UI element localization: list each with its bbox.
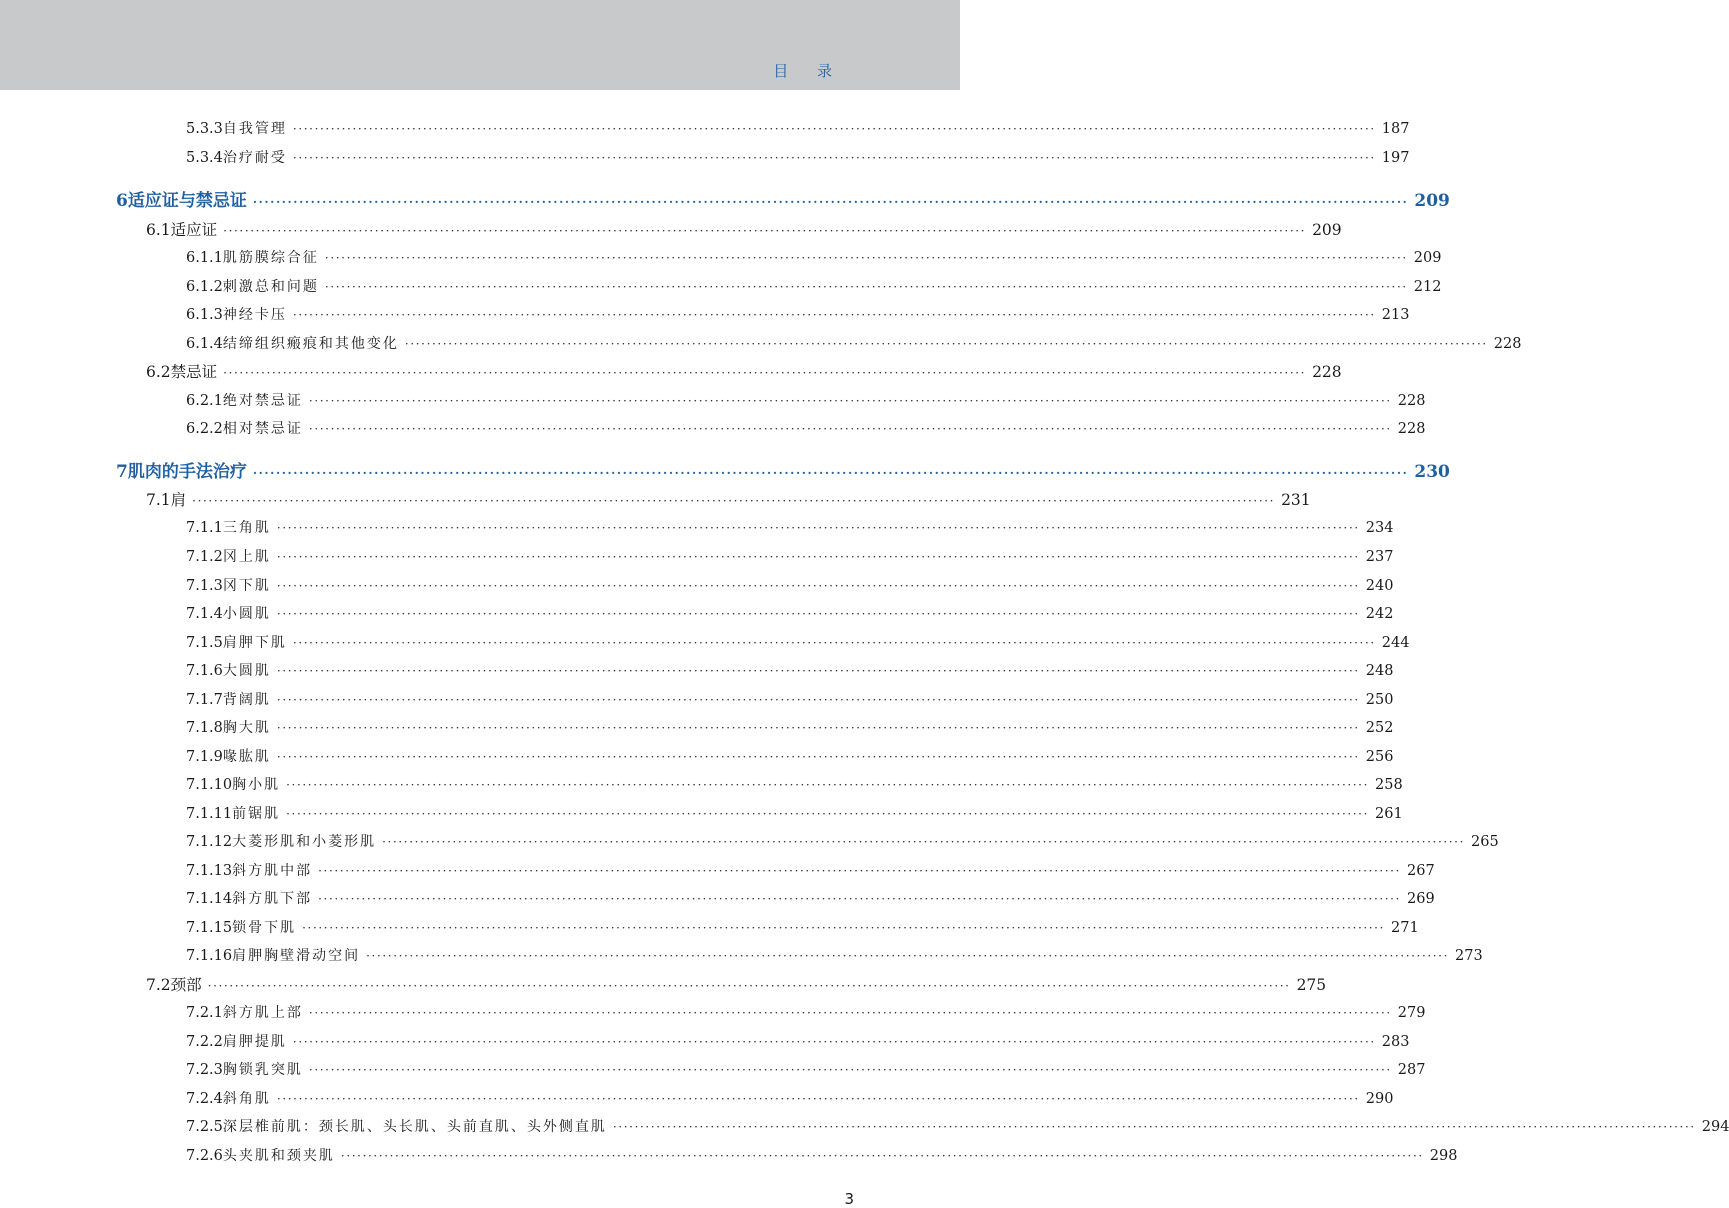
toc-entry-number: 7.1.14 xyxy=(186,891,233,907)
toc-entry-title: 神经卡压 xyxy=(222,307,287,323)
toc-entry[interactable] xyxy=(186,304,1410,326)
toc-entry-number: 7.1.5 xyxy=(186,635,223,651)
toc-entry-title: 斜方肌中部 xyxy=(232,863,313,879)
toc-entry-page: 261 xyxy=(1375,806,1403,822)
toc-entry-title: 前锯肌 xyxy=(232,806,281,822)
toc-entry[interactable] xyxy=(186,945,1483,967)
dot-leader: ········································································································································································································ xyxy=(612,1120,1696,1134)
dot-leader: ········································································································································································································ xyxy=(207,979,1291,993)
toc-entry[interactable] xyxy=(186,1088,1394,1110)
dot-leader: ········································································································································································································ xyxy=(308,394,1392,408)
dot-leader: ········································································································································································································ xyxy=(192,494,1276,508)
toc-entry[interactable] xyxy=(186,1145,1458,1167)
toc-entry-number: 6.2.1 xyxy=(186,393,223,409)
dot-leader: ········································································································································································································ xyxy=(286,778,1370,792)
toc-entry-title: 冈上肌 xyxy=(222,549,271,565)
toc-entry-page: 228 xyxy=(1397,393,1426,409)
toc-entry-number: 7.1.13 xyxy=(186,863,233,879)
toc-entry-number: 7.1.15 xyxy=(186,920,233,936)
toc-entry-page: 234 xyxy=(1365,520,1394,536)
toc-entry[interactable] xyxy=(146,361,1342,383)
toc-entry-number: 7.2.1 xyxy=(186,1005,223,1021)
dot-leader: ········································································································································································································ xyxy=(276,521,1360,535)
toc-entry[interactable] xyxy=(186,888,1435,910)
dot-leader: ········································································································································································································ xyxy=(292,151,1376,165)
dot-leader: ········································································································································································································ xyxy=(308,422,1392,436)
toc-entry-page: 294 xyxy=(1701,1119,1729,1135)
toc-entry[interactable] xyxy=(146,489,1311,511)
toc-entry-number: 7.1.12 xyxy=(186,834,233,850)
toc-entry-page: 250 xyxy=(1365,692,1394,708)
toc-entry-page: 228 xyxy=(1397,421,1426,437)
toc-entry-title: 相对禁忌证 xyxy=(222,421,303,437)
toc-entry[interactable] xyxy=(186,118,1410,140)
dot-leader: ········································································································································································································ xyxy=(404,337,1488,351)
toc-entry-page: 213 xyxy=(1381,307,1410,323)
toc-entry-page: 228 xyxy=(1312,363,1342,381)
dot-leader: ········································································································································································································ xyxy=(292,308,1376,322)
toc-entry-number: 7.2.5 xyxy=(186,1119,223,1135)
dot-leader: ········································································································································································································ xyxy=(276,607,1360,621)
toc-entry[interactable] xyxy=(116,190,1450,212)
toc-entry[interactable] xyxy=(116,461,1450,483)
toc-entry-page: 240 xyxy=(1365,578,1394,594)
toc-entry[interactable] xyxy=(186,774,1403,796)
toc-entry-page: 209 xyxy=(1413,250,1442,266)
dot-leader: ········································································································································································································ xyxy=(276,1092,1360,1106)
page-number: 3 xyxy=(844,1190,854,1208)
dot-leader: ········································································································································································································ xyxy=(276,750,1360,764)
toc-entry-number: 7.1.6 xyxy=(186,663,223,679)
toc-entry-title: 斜方肌下部 xyxy=(232,891,313,907)
toc-entry-page: 209 xyxy=(1414,191,1450,211)
toc-entry-page: 271 xyxy=(1391,920,1419,936)
toc-entry-number: 6.2.2 xyxy=(186,421,223,437)
toc-entry-number: 6.1.3 xyxy=(186,307,223,323)
toc-entry-title: 适应证与禁忌证 xyxy=(127,191,247,211)
toc-entry-number: 7.2.2 xyxy=(186,1034,223,1050)
toc-entry-number: 7.2.4 xyxy=(186,1091,223,1107)
toc-entry-title: 肩胛下肌 xyxy=(222,635,287,651)
toc-entry[interactable] xyxy=(186,418,1426,440)
toc-entry[interactable] xyxy=(186,247,1442,269)
toc-entry-page: 231 xyxy=(1281,491,1311,509)
dot-leader: ········································································································································································································ xyxy=(366,949,1450,963)
toc-entry-page: 242 xyxy=(1365,606,1394,622)
dot-leader: ········································································································································································································ xyxy=(292,1035,1376,1049)
toc-entry-title: 锁骨下肌 xyxy=(232,920,297,936)
toc-entry-page: 290 xyxy=(1365,1091,1394,1107)
toc-entry-title: 肌肉的手法治疗 xyxy=(127,462,247,482)
toc-entry-number: 7.1.11 xyxy=(186,806,233,822)
toc-entry-number: 7.2 xyxy=(146,976,171,994)
toc-entry[interactable] xyxy=(186,603,1394,625)
toc-entry-page: 244 xyxy=(1381,635,1410,651)
toc-entry-page: 298 xyxy=(1429,1148,1458,1164)
toc-entry[interactable] xyxy=(186,147,1410,169)
toc-entry-number: 6.1.1 xyxy=(186,250,223,266)
toc-entry-page: 269 xyxy=(1407,891,1435,907)
dot-leader: ········································································································································································································ xyxy=(252,466,1409,480)
dot-leader: ········································································································································································································ xyxy=(276,579,1360,593)
toc-entry[interactable] xyxy=(186,917,1419,939)
toc-entry-page: 256 xyxy=(1365,749,1394,765)
toc-entry-title: 肌筋膜综合征 xyxy=(222,250,319,266)
toc-entry[interactable] xyxy=(186,803,1403,825)
dot-leader: ········································································································································································································ xyxy=(292,636,1376,650)
toc-entry[interactable] xyxy=(146,974,1327,996)
toc-entry-title: 结缔组织瘢痕和其他变化 xyxy=(222,336,399,352)
toc-entry[interactable] xyxy=(186,831,1499,853)
toc-entry-number: 6.1 xyxy=(146,221,171,239)
toc-entry-title: 胸大肌 xyxy=(222,720,271,736)
dot-leader: ········································································································································································································ xyxy=(308,1006,1392,1020)
toc-entry-number: 7.1.3 xyxy=(186,578,223,594)
toc-entry-page: 237 xyxy=(1365,549,1394,565)
toc-entry-title: 小圆肌 xyxy=(222,606,271,622)
toc-entry[interactable] xyxy=(186,546,1394,568)
toc-entry-number: 7.1.10 xyxy=(186,777,233,793)
dot-leader: ········································································································································································································ xyxy=(308,1063,1392,1077)
toc-entry[interactable] xyxy=(186,1116,1729,1138)
toc-entry-title: 背阔肌 xyxy=(222,692,271,708)
toc-entry-title: 大圆肌 xyxy=(222,663,271,679)
header-title: 目 录 xyxy=(773,62,844,80)
toc-entry-number: 7 xyxy=(116,462,128,482)
dot-leader: ········································································································································································································ xyxy=(340,1149,1424,1163)
toc-entry-number: 7.1.4 xyxy=(186,606,223,622)
toc-entry[interactable] xyxy=(186,333,1522,355)
toc-entry-number: 7.1.7 xyxy=(186,692,223,708)
toc-entry-title: 颈部 xyxy=(170,976,202,994)
toc-entry-number: 7.2.3 xyxy=(186,1062,223,1078)
dot-leader: ········································································································································································································ xyxy=(318,892,1402,906)
toc-entry-number: 6 xyxy=(116,191,128,211)
toc-entry[interactable] xyxy=(146,219,1342,241)
toc-entry-page: 273 xyxy=(1455,948,1483,964)
dot-leader: ········································································································································································································ xyxy=(276,721,1360,735)
toc-entry-title: 头夹肌和颈夹肌 xyxy=(222,1148,335,1164)
toc-entry-number: 5.3.4 xyxy=(186,150,223,166)
toc-entry-page: 287 xyxy=(1397,1062,1426,1078)
dot-leader: ········································································································································································································ xyxy=(292,122,1376,136)
toc-entry-page: 267 xyxy=(1407,863,1435,879)
dot-leader: ········································································································································································································ xyxy=(276,550,1360,564)
toc-entry-title: 胸小肌 xyxy=(232,777,281,793)
toc-entry[interactable] xyxy=(186,860,1435,882)
toc-entry-title: 大菱形肌和小菱形肌 xyxy=(232,834,377,850)
toc-entry[interactable] xyxy=(186,717,1394,739)
toc-entry[interactable] xyxy=(186,689,1394,711)
toc-entry-page: 265 xyxy=(1471,834,1499,850)
toc-entry-page: 230 xyxy=(1414,462,1450,482)
dot-leader: ········································································································································································································ xyxy=(276,693,1360,707)
toc-entry-title: 斜角肌 xyxy=(222,1091,271,1107)
toc-entry-page: 187 xyxy=(1381,121,1410,137)
toc-entry[interactable] xyxy=(186,390,1426,412)
toc-entry-title: 肩胛提肌 xyxy=(222,1034,287,1050)
toc-entry-page: 258 xyxy=(1375,777,1403,793)
toc-entry[interactable] xyxy=(186,660,1394,682)
toc-entry[interactable] xyxy=(186,632,1410,654)
toc-entry[interactable] xyxy=(186,575,1394,597)
header-band xyxy=(0,0,960,90)
toc-entry-title: 绝对禁忌证 xyxy=(222,393,303,409)
dot-leader: ········································································································································································································ xyxy=(223,224,1307,238)
toc-entry-page: 252 xyxy=(1365,720,1394,736)
dot-leader: ········································································································································································································ xyxy=(324,251,1408,265)
toc-entry-number: 6.2 xyxy=(146,363,171,381)
toc-entry-title: 喙肱肌 xyxy=(222,749,271,765)
toc-entry-number: 7.1.9 xyxy=(186,749,223,765)
toc-entry-title: 肩胛胸壁滑动空间 xyxy=(232,948,361,964)
toc-entry-number: 6.1.4 xyxy=(186,336,223,352)
toc-entry-page: 275 xyxy=(1296,976,1327,994)
toc-entry-number: 7.2.6 xyxy=(186,1148,223,1164)
toc-entry-title: 胸锁乳突肌 xyxy=(222,1062,303,1078)
toc-entry-page: 283 xyxy=(1381,1034,1410,1050)
toc-entry-title: 治疗耐受 xyxy=(222,150,287,166)
toc-entry-page: 279 xyxy=(1397,1005,1426,1021)
toc-entry[interactable] xyxy=(186,746,1394,768)
toc-entry[interactable] xyxy=(186,517,1394,539)
toc-entry-page: 248 xyxy=(1365,663,1394,679)
dot-leader: ········································································································································································································ xyxy=(302,921,1386,935)
toc-entry-title: 肩 xyxy=(170,491,187,509)
toc-entry[interactable] xyxy=(186,1059,1426,1081)
toc-entry-page: 228 xyxy=(1493,336,1522,352)
toc-entry-title: 自我管理 xyxy=(222,121,287,137)
toc-entry-number: 7.1.16 xyxy=(186,948,233,964)
toc-entry[interactable] xyxy=(186,1002,1426,1024)
toc-entry-page: 197 xyxy=(1381,150,1410,166)
toc-entry-page: 209 xyxy=(1312,221,1342,239)
toc-entry-title: 禁忌证 xyxy=(170,363,218,381)
toc-entry-title: 深层椎前肌：颈长肌、头长肌、头前直肌、头外侧直肌 xyxy=(222,1119,607,1135)
toc-entry-page: 212 xyxy=(1413,279,1442,295)
toc-entry-number: 7.1.2 xyxy=(186,549,223,565)
toc-entry[interactable] xyxy=(186,276,1442,298)
toc-entry[interactable] xyxy=(186,1031,1410,1053)
toc-entry-title: 斜方肌上部 xyxy=(222,1005,303,1021)
toc-entry-number: 5.3.3 xyxy=(186,121,223,137)
dot-leader: ········································································································································································································ xyxy=(223,366,1307,380)
dot-leader: ········································································································································································································ xyxy=(382,835,1466,849)
dot-leader: ········································································································································································································ xyxy=(324,280,1408,294)
toc-entry-title: 冈下肌 xyxy=(222,578,271,594)
dot-leader: ········································································································································································································ xyxy=(252,195,1409,209)
toc-entry-number: 6.1.2 xyxy=(186,279,223,295)
toc-entry-number: 7.1.8 xyxy=(186,720,223,736)
toc-entry-title: 适应证 xyxy=(170,221,218,239)
toc-entry-number: 7.1 xyxy=(146,491,171,509)
dot-leader: ········································································································································································································ xyxy=(286,807,1370,821)
toc-entry-number: 7.1.1 xyxy=(186,520,223,536)
toc-entry-title: 三角肌 xyxy=(222,520,271,536)
dot-leader: ········································································································································································································ xyxy=(276,664,1360,678)
toc-entry-title: 刺激总和问题 xyxy=(222,279,319,295)
dot-leader: ········································································································································································································ xyxy=(318,864,1402,878)
